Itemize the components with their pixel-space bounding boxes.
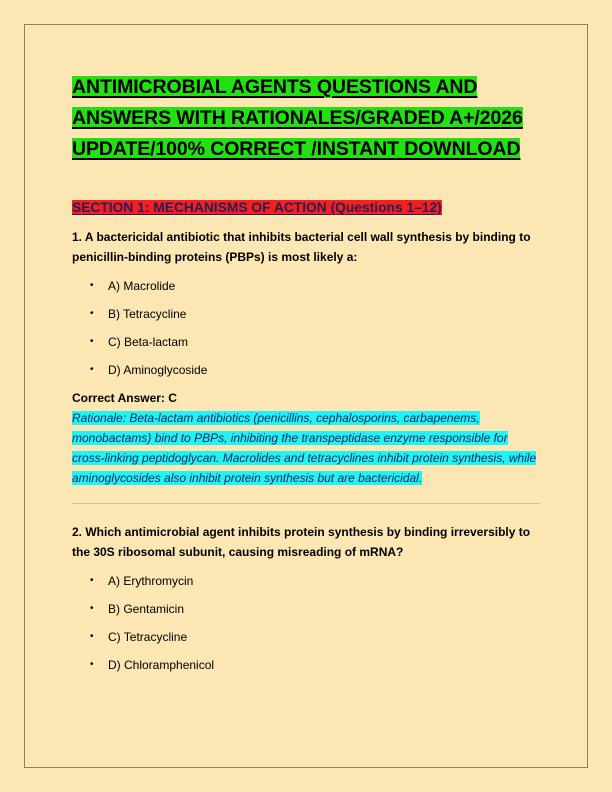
bullet-icon: •	[90, 336, 94, 347]
option-item	[72, 623, 540, 651]
question-2: 2. Which antimicrobial agent inhibits protein synthesis by binding irreversibly to the 30S ribosomal subunit, causing misreading of mRNA?	[72, 525, 531, 559]
bullet-icon: •	[90, 575, 94, 586]
bullet-icon: •	[90, 280, 94, 291]
document-title	[72, 72, 540, 165]
bullet-icon: •	[90, 659, 94, 670]
divider	[72, 503, 540, 504]
bullet-icon: •	[90, 308, 94, 319]
correct-answer: Correct Answer: C	[72, 391, 177, 405]
option-label: A) Erythromycin	[108, 574, 194, 588]
question-1-options	[72, 272, 540, 384]
option-item	[72, 595, 540, 623]
document-title-text: ANTIMICROBIAL AGENTS QUESTIONS AND ANSWERS WITH RATIONALES/GRADED A+/2026 UPDATE/100% CORRECT /INSTANT DOWNLOAD	[72, 76, 523, 160]
bullet-icon: •	[90, 631, 94, 642]
option-label: B) Tetracycline	[108, 307, 187, 321]
rationale-text: Rationale: Beta-lactam antibiotics (penicillins, cephalosporins, carbapenems, monobactams) bind to PBPs, inhibiting the transpeptidase enzyme responsible for cross-linking peptidoglycan. Macrolides and tetracyclines inhibit protein synthesis, while aminoglycosides also inhibit protein synthesis but are bactericidal.	[72, 411, 537, 485]
question-2-options	[72, 567, 540, 679]
option-item	[72, 567, 540, 595]
option-label: D) Aminoglycoside	[108, 363, 208, 377]
option-label: D) Chloramphenicol	[108, 658, 215, 672]
option-item	[72, 300, 540, 328]
bullet-icon: •	[90, 603, 94, 614]
option-item	[72, 651, 540, 679]
rationale	[72, 408, 540, 488]
option-item	[72, 356, 540, 384]
section-heading	[72, 198, 540, 218]
option-label: B) Gentamicin	[108, 602, 185, 616]
question-1: 1. A bactericidal antibiotic that inhibits bacterial cell wall synthesis by binding to penicillin-binding proteins (PBPs) is most likely a:	[72, 230, 531, 264]
option-label: C) Tetracycline	[108, 630, 188, 644]
option-label: C) Beta-lactam	[108, 335, 189, 349]
option-item	[72, 328, 540, 356]
option-item	[72, 272, 540, 300]
bullet-icon: •	[90, 364, 94, 375]
section-heading-text: SECTION 1: MECHANISMS OF ACTION (Questions 1–12)	[72, 200, 442, 215]
document-content	[72, 72, 540, 679]
option-label: A) Macrolide	[108, 279, 176, 293]
